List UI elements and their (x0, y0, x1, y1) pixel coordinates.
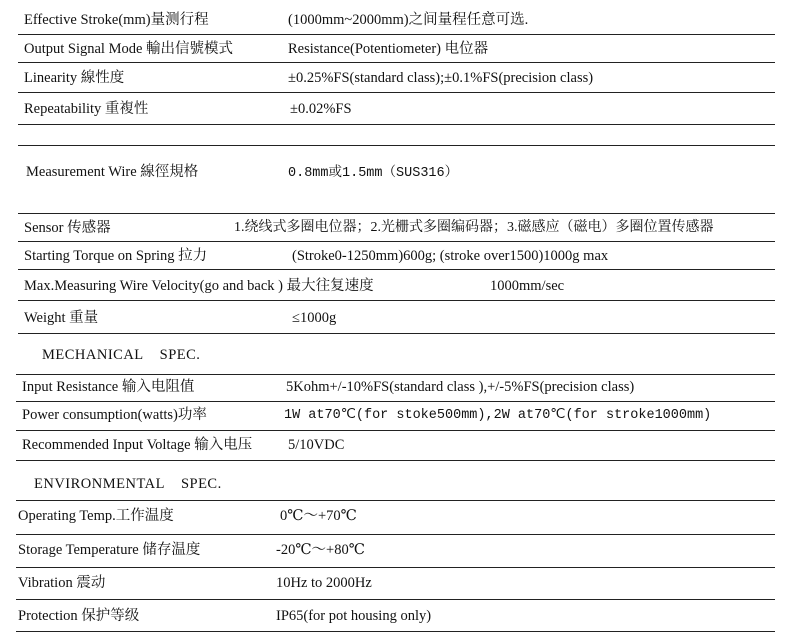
table-divider (16, 534, 775, 535)
table-divider (18, 92, 775, 93)
table-divider (18, 241, 775, 242)
spec-value: 5/10VDC (288, 437, 345, 453)
spec-label: Operating Temp.工作温度 (18, 508, 174, 524)
spec-value: (1000mm~2000mm)之间量程任意可选. (288, 12, 529, 28)
spec-value: (Stroke0-1250mm)600g; (stroke over1500)1000g max (292, 248, 609, 264)
spec-value: IP65(for pot housing only) (276, 608, 432, 624)
spec-label: Linearity 線性度 (24, 70, 125, 86)
mechanical-section-heading: MECHANICAL SPEC. (42, 347, 201, 363)
table-divider (16, 567, 775, 568)
table-divider (16, 430, 775, 431)
table-divider (16, 401, 775, 402)
spec-label: Effective Stroke(mm)量测行程 (24, 12, 209, 28)
spec-value: ±0.25%FS(standard class);±0.1%FS(precision class) (288, 70, 594, 86)
spec-label: Recommended Input Voltage 输入电压 (22, 437, 253, 453)
table-divider (18, 333, 775, 334)
spec-label: Starting Torque on Spring 拉力 (24, 248, 208, 264)
spec-label: Measurement Wire 線徑規格 (26, 164, 199, 180)
spec-label: Weight 重量 (24, 310, 99, 326)
spec-value: 0℃～+70℃ (280, 508, 357, 524)
table-divider (16, 500, 775, 501)
spec-value: 1W at70℃(for stoke500mm),2W at70℃(for stroke1000mm) (284, 408, 712, 423)
spec-label: Power consumption(watts)功率 (22, 407, 207, 423)
spec-label: Repeatability 重複性 (24, 101, 149, 117)
table-divider (18, 124, 775, 125)
spec-value: ±0.02%FS (290, 101, 352, 117)
spec-label: Output Signal Mode 輸出信號模式 (24, 41, 234, 57)
table-divider (18, 62, 775, 63)
spec-value: Resistance(Potentiometer) 电位器 (288, 41, 489, 57)
spec-value: 1000mm/sec (490, 278, 565, 294)
spec-label: Input Resistance 输入电阻值 (22, 379, 195, 395)
spec-value: -20℃～+80℃ (276, 542, 365, 558)
table-divider (16, 460, 775, 461)
table-divider (18, 269, 775, 270)
table-divider (16, 374, 775, 375)
spec-label: Protection 保护等级 (18, 608, 140, 624)
environmental-section-heading: ENVIRONMENTAL SPEC. (34, 476, 222, 492)
table-divider (18, 300, 775, 301)
table-divider (18, 145, 775, 146)
table-divider (18, 213, 775, 214)
spec-value: 1.绕线式多圈电位器；2.光栅式多圈编码器；3.磁感应（磁电）多圈位置传感器 (234, 220, 714, 235)
spec-label: Vibration 震动 (18, 575, 106, 591)
spec-label: Storage Temperature 储存温度 (18, 542, 201, 558)
table-divider (16, 599, 775, 600)
spec-label: Max.Measuring Wire Velocity(go and back ) 最大往复速度 (24, 278, 374, 294)
spec-value: 0.8mm或1.5mm（SUS316） (288, 166, 459, 181)
spec-value: ≤1000g (292, 310, 337, 326)
spec-value: 5Kohm+/-10%FS(standard class ),+/-5%FS(precision class) (286, 379, 635, 395)
spec-value: 10Hz to 2000Hz (276, 575, 372, 591)
table-divider (16, 631, 775, 632)
spec-label: Sensor 传感器 (24, 220, 111, 236)
table-divider (18, 34, 775, 35)
